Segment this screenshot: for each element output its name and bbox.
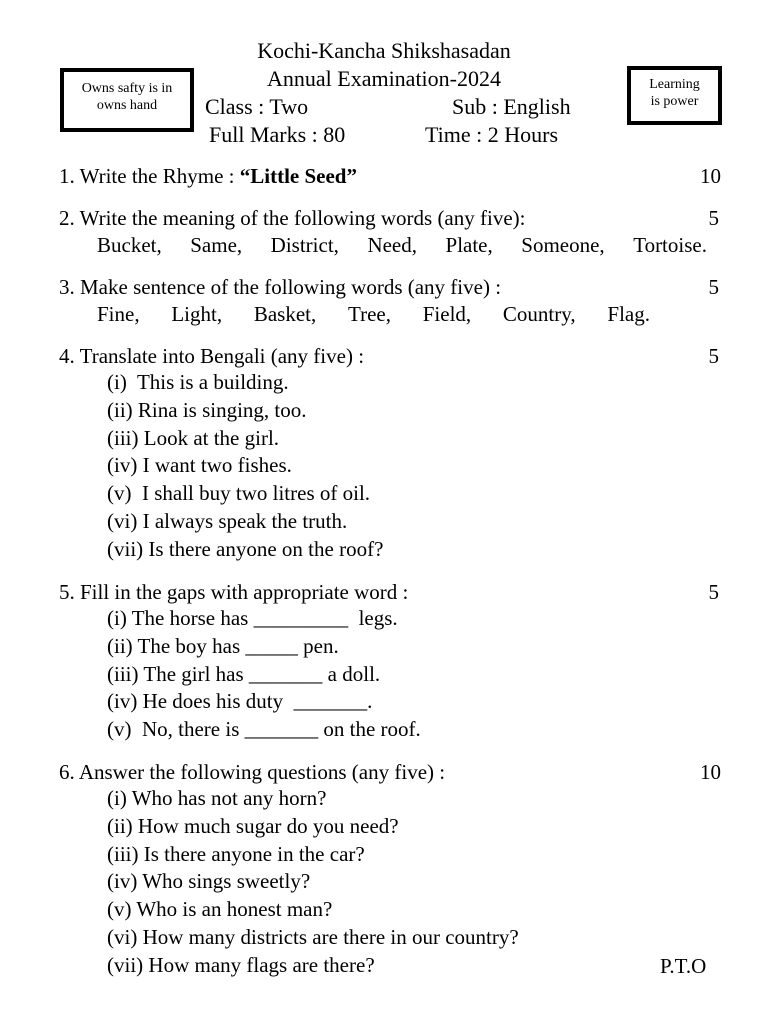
word: Bucket,	[97, 233, 162, 257]
motto-line: Learning	[649, 77, 700, 92]
word: Field,	[422, 302, 472, 326]
question-6	[59, 760, 721, 784]
word-list-q3	[97, 302, 650, 327]
word: Flag.	[607, 302, 650, 326]
word: Plate,	[445, 233, 493, 257]
word: Basket,	[253, 302, 317, 326]
list-item: (vi) I always speak the truth.	[107, 508, 348, 533]
motto-line: is power	[650, 94, 699, 109]
word-list-q2	[97, 233, 707, 258]
list-item: (ii) How much sugar do you need?	[107, 813, 399, 838]
list-item: (iv) He does his duty _______.	[107, 689, 373, 714]
item-list-q6	[107, 785, 519, 980]
item-list-q5	[107, 605, 421, 744]
question-text: 6. Answer the following questions (any five) :	[59, 760, 446, 784]
question-marks: 10	[700, 760, 721, 784]
list-item: (vi) How many districts are there in our country?	[107, 924, 519, 949]
question-marks: 5	[708, 580, 719, 604]
word: Tortoise.	[633, 233, 707, 257]
question-text: 2. Write the meaning of the following words (any five):	[59, 206, 526, 230]
question-1	[59, 164, 721, 188]
list-item: (ii) The boy has _____ pen.	[107, 633, 339, 658]
list-item: (i) This is a building.	[107, 370, 289, 394]
question-3	[59, 275, 721, 299]
question-text: 3. Make sentence of the following words (any five) :	[59, 275, 502, 299]
exam-title: Annual Examination-2024	[266, 66, 501, 91]
motto-line: owns hand	[96, 98, 158, 113]
time-label: Time : 2 Hours	[425, 122, 559, 147]
question-marks: 10	[700, 164, 721, 188]
question-text: 4. Translate into Bengali (any five) :	[59, 344, 365, 368]
word: Light,	[171, 302, 223, 326]
word: Someone,	[521, 233, 605, 257]
word: Country,	[502, 302, 576, 326]
motto-line: Owns safty is in	[81, 81, 173, 96]
list-item: (vii) How many flags are there?	[107, 952, 375, 977]
list-item: (ii) Rina is singing, too.	[107, 397, 307, 422]
list-item: (vii) Is there anyone on the roof?	[107, 536, 384, 561]
question-text: 1. Write the Rhyme : “Little Seed”	[59, 164, 357, 188]
list-item: (iii) Look at the girl.	[107, 425, 280, 450]
word: Tree,	[348, 302, 391, 326]
question-5	[59, 580, 721, 604]
word: Same,	[190, 233, 243, 257]
list-item: (iii) Is there anyone in the car?	[107, 841, 365, 866]
rhyme-title: “Little Seed”	[239, 164, 357, 188]
question-marks: 5	[708, 275, 719, 299]
item-list-q4	[107, 369, 383, 564]
pto-label: P.T.O	[660, 954, 707, 978]
list-item: (i) Who has not any horn?	[107, 786, 327, 810]
word: Need,	[367, 233, 417, 257]
question-2	[59, 206, 721, 230]
question-marks: 5	[708, 206, 719, 230]
list-item: (i) The horse has _________ legs.	[107, 606, 398, 630]
question-text: 5. Fill in the gaps with appropriate word :	[59, 580, 409, 604]
class-label: Class : Two	[205, 94, 309, 119]
question-4	[59, 344, 721, 368]
list-item: (iv) I want two fishes.	[107, 453, 292, 478]
word: Fine,	[97, 302, 140, 326]
full-marks: Full Marks : 80	[209, 122, 346, 147]
school-name: Kochi-Kancha Shikshasadan	[257, 38, 511, 63]
list-item: (iii) The girl has _______ a doll.	[107, 661, 381, 686]
subject-label: Sub : English	[452, 94, 571, 119]
list-item: (iv) Who sings sweetly?	[107, 869, 311, 894]
list-item: (v) Who is an honest man?	[107, 897, 333, 922]
list-item: (v) No, there is _______ on the roof.	[107, 717, 421, 742]
list-item: (v) I shall buy two litres of oil.	[107, 481, 371, 506]
question-marks: 5	[708, 344, 719, 368]
word: District,	[270, 233, 339, 257]
